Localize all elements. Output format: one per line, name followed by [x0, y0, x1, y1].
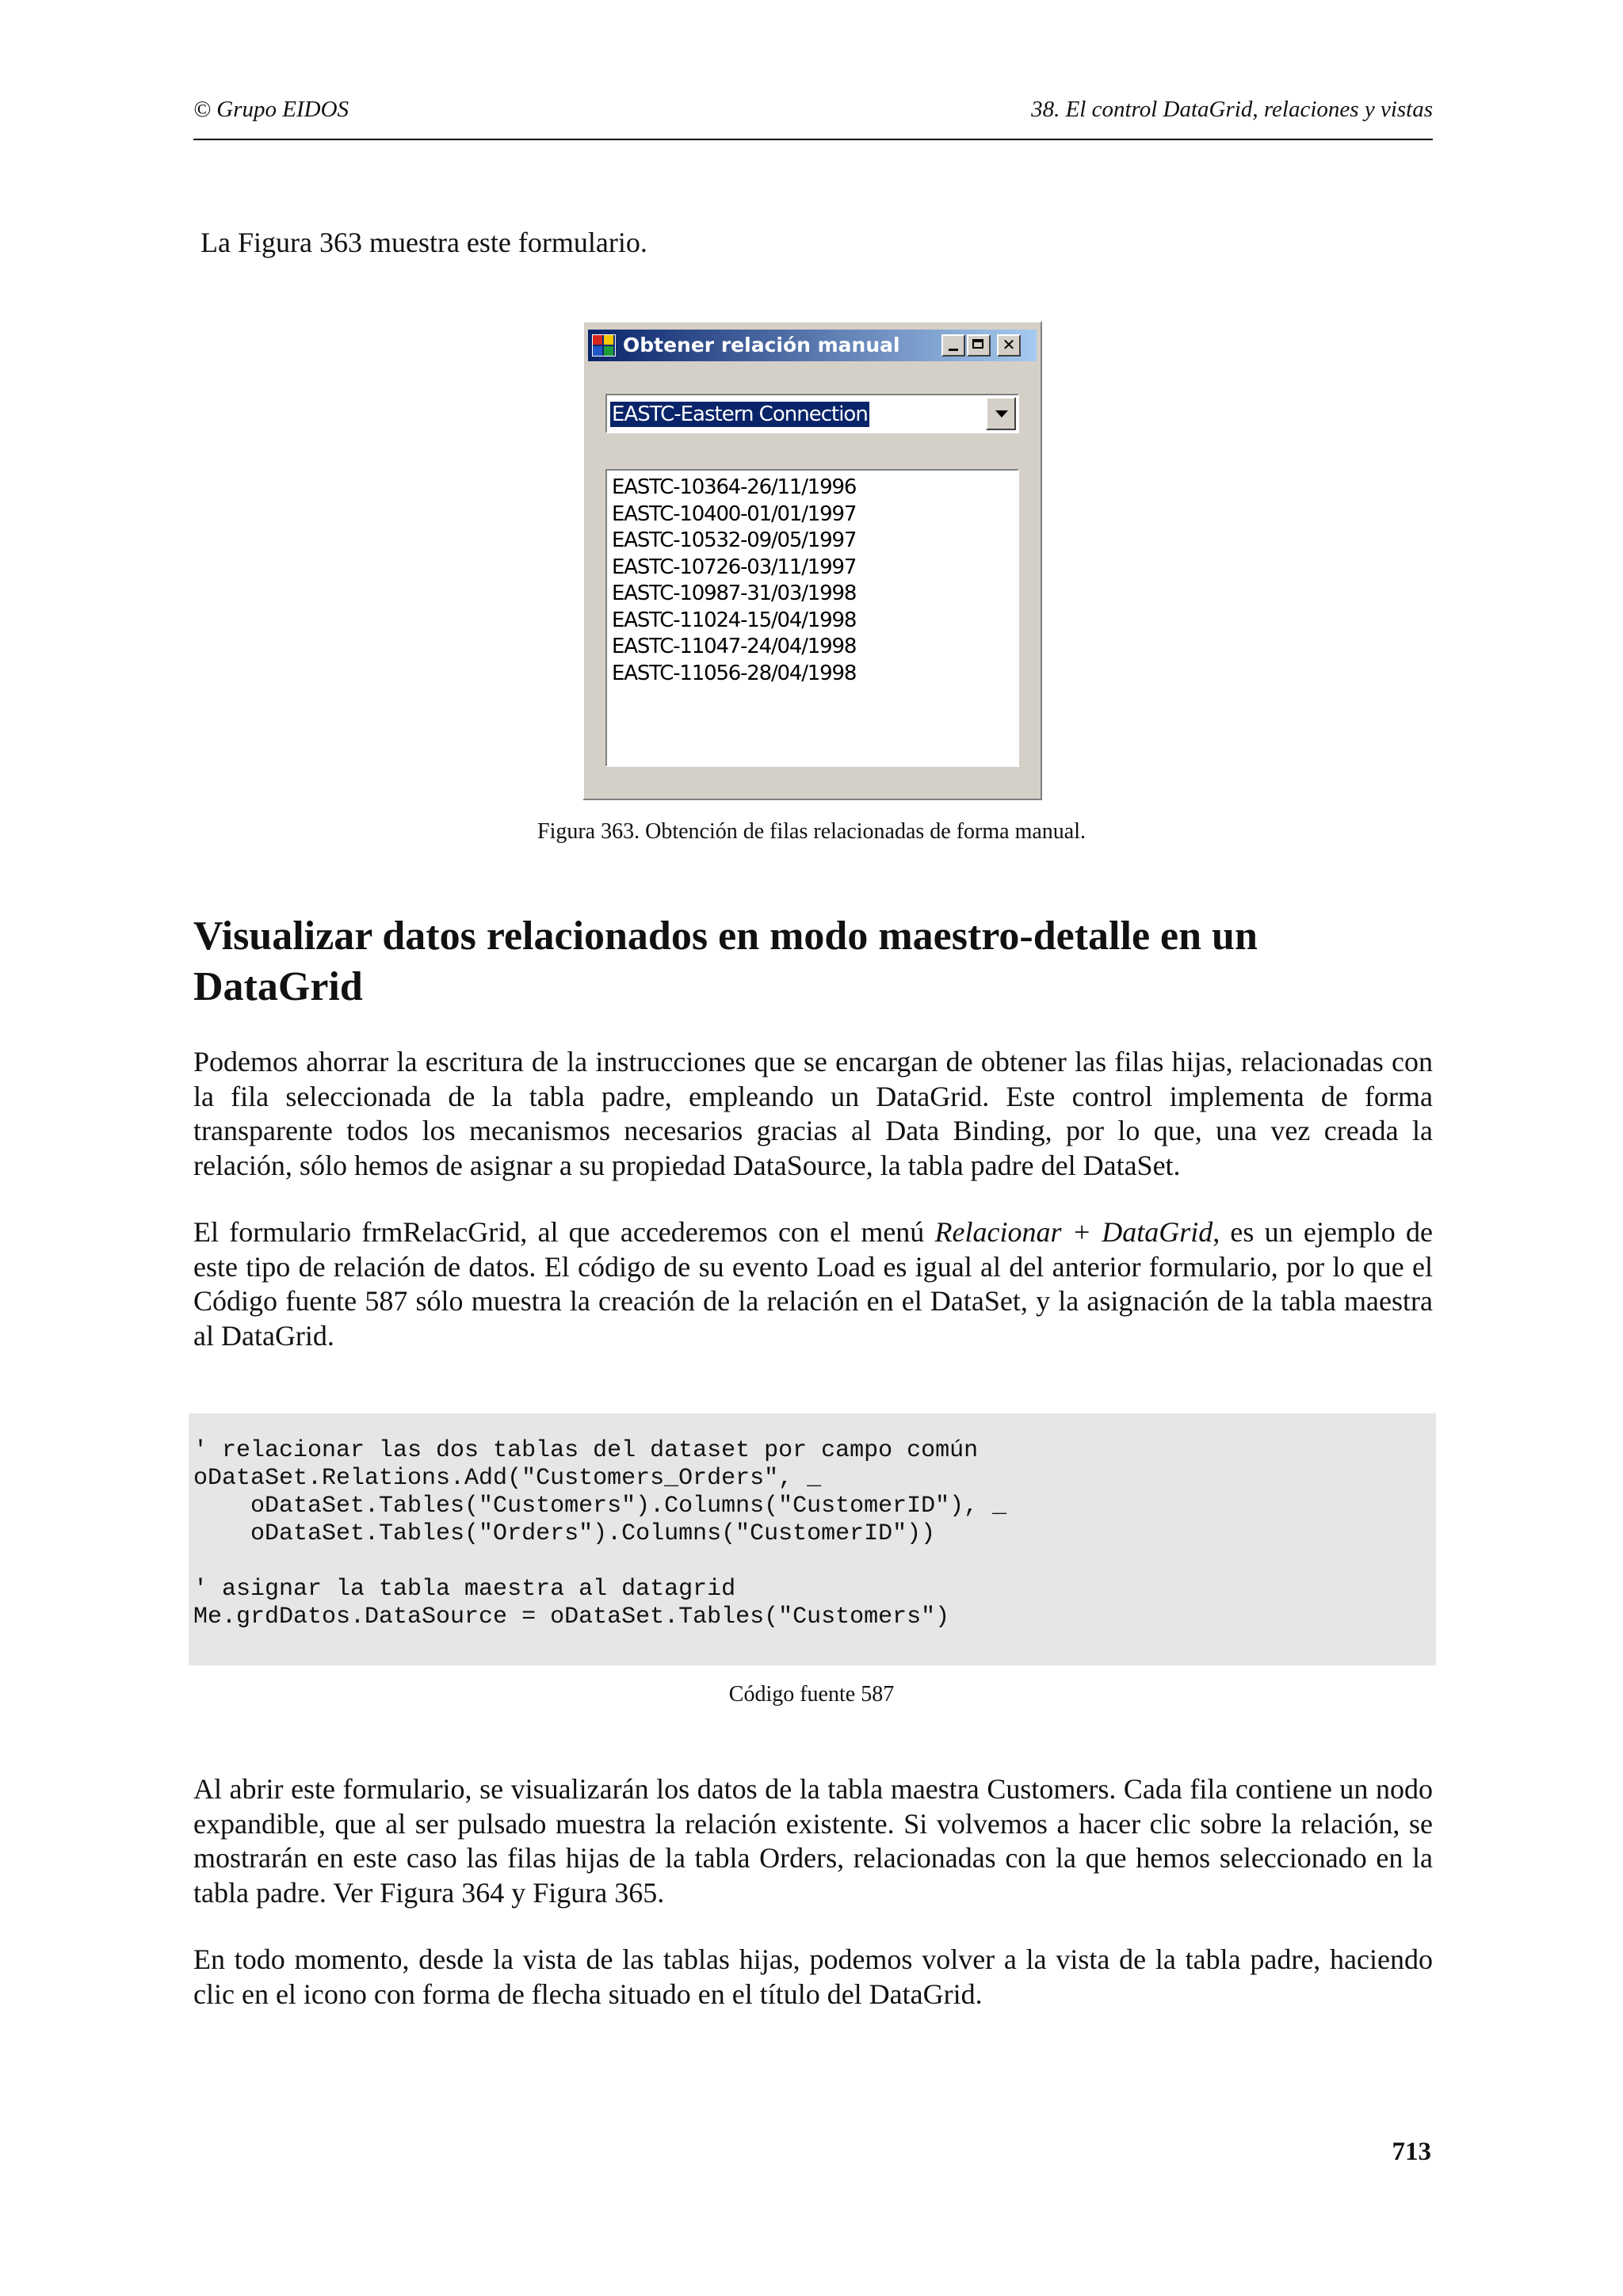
paragraph-2-text-b: , es un ejemplo de este tipo de relación de datos. El código de su evento Load es igual al del anterior formulario, por lo que el Código fuente 587 sólo muestra la creación de la relación en el DataSet, y la asignación de la tabla maestra al DataGrid. — [193, 1216, 1433, 1352]
paragraph-1: Podemos ahorrar la escritura de la instrucciones que se encargan de obtener las filas hijas, relacionadas con la fila seleccionada de la tabla padre, empleando un DataGrid. Este control implementa de forma transparente todos los mecanismos necesarios gracias al Data Binding, por lo que, una vez creada la relación, sólo hemos de asignar a su propiedad DataSource, la tabla padre del DataSet. — [193, 1046, 1433, 1181]
paragraph-4: En todo momento, desde la vista de las tablas hijas, podemos volver a la vista de la tabla padre, haciendo clic en el icono con forma de flecha situado en el título del DataGrid. — [193, 1943, 1433, 2010]
maximize-button[interactable] — [967, 334, 991, 357]
figure-window-screenshot — [582, 321, 1042, 800]
customer-combobox[interactable] — [605, 394, 1019, 433]
code-line: oDataSet.Relations.Add("Customers_Orders", _ — [193, 1465, 822, 1492]
paragraph-2 — [193, 1215, 1433, 1353]
code-line: ' relacionar las dos tablas del dataset por campo común — [193, 1437, 979, 1464]
combobox-dropdown-button[interactable] — [986, 397, 1016, 430]
running-header-right: 38. El control DataGrid, relaciones y vistas — [1031, 97, 1433, 122]
paragraph-2-text-a: El formulario frmRelacGrid, al que accederemos con el menú — [193, 1216, 935, 1248]
section-heading — [193, 911, 1433, 1013]
window-title: Obtener relación manual — [623, 334, 900, 357]
chevron-down-icon — [995, 410, 1008, 418]
running-header-left: © Grupo EIDOS — [193, 97, 349, 122]
code-line: oDataSet.Tables("Customers").Columns("CustomerID"), _ — [193, 1493, 1007, 1520]
maximize-icon — [972, 339, 983, 349]
page-number: 713 — [1392, 2138, 1431, 2166]
menu-path: Relacionar + DataGrid — [934, 1216, 1213, 1248]
intro-sentence: La Figura 363 muestra este formulario. — [200, 227, 647, 258]
code-line: oDataSet.Tables("Orders").Columns("CustomerID")) — [193, 1520, 936, 1547]
minimize-icon — [949, 349, 958, 351]
list-item[interactable]: EASTC-10532-09/05/1997 — [612, 528, 857, 552]
code-line: ' asignar la tabla maestra al datagrid — [193, 1576, 736, 1603]
header-rule — [193, 139, 1433, 140]
paragraph-3: Al abrir este formulario, se visualizarán los datos de la tabla maestra Customers. Cada fila contiene un nodo expandible, que al ser pulsado muestra la relación existente. Si volvemos a hacer clic sobre la relación, se mostrarán en este caso las filas hijas de la tabla Orders, relacionadas con la que hemos seleccionado en la tabla padre. Ver Figura 364 y Figura 365. — [193, 1773, 1433, 1909]
section-heading-line-2: DataGrid — [193, 964, 363, 1009]
list-item[interactable]: EASTC-11056-28/04/1998 — [612, 661, 857, 685]
window-titlebar — [588, 330, 1037, 361]
list-item[interactable]: EASTC-10987-31/03/1998 — [612, 582, 857, 605]
figure-caption: Figura 363. Obtención de filas relacionadas de forma manual. — [537, 819, 1086, 844]
combobox-selected-value: EASTC-Eastern Connection — [612, 402, 868, 426]
code-line: Me.grdDatos.DataSource = oDataSet.Tables("Customers") — [193, 1604, 950, 1630]
section-heading-line-1: Visualizar datos relacionados en modo maestro-detalle en un — [193, 913, 1258, 959]
minimize-button[interactable] — [941, 334, 965, 357]
list-item[interactable]: EASTC-11024-15/04/1998 — [612, 608, 857, 632]
orders-listbox[interactable] — [605, 469, 1019, 767]
close-button[interactable] — [997, 334, 1021, 357]
list-item[interactable]: EASTC-10364-26/11/1996 — [612, 475, 857, 499]
list-item[interactable]: EASTC-10400-01/01/1997 — [612, 502, 857, 526]
code-caption: Código fuente 587 — [728, 1682, 895, 1707]
app-icon — [593, 335, 615, 356]
list-item[interactable]: EASTC-10726-03/11/1997 — [612, 555, 857, 579]
close-icon: ✕ — [1002, 335, 1016, 354]
code-listing — [189, 1413, 1436, 1665]
list-item[interactable]: EASTC-11047-24/04/1998 — [612, 635, 857, 658]
